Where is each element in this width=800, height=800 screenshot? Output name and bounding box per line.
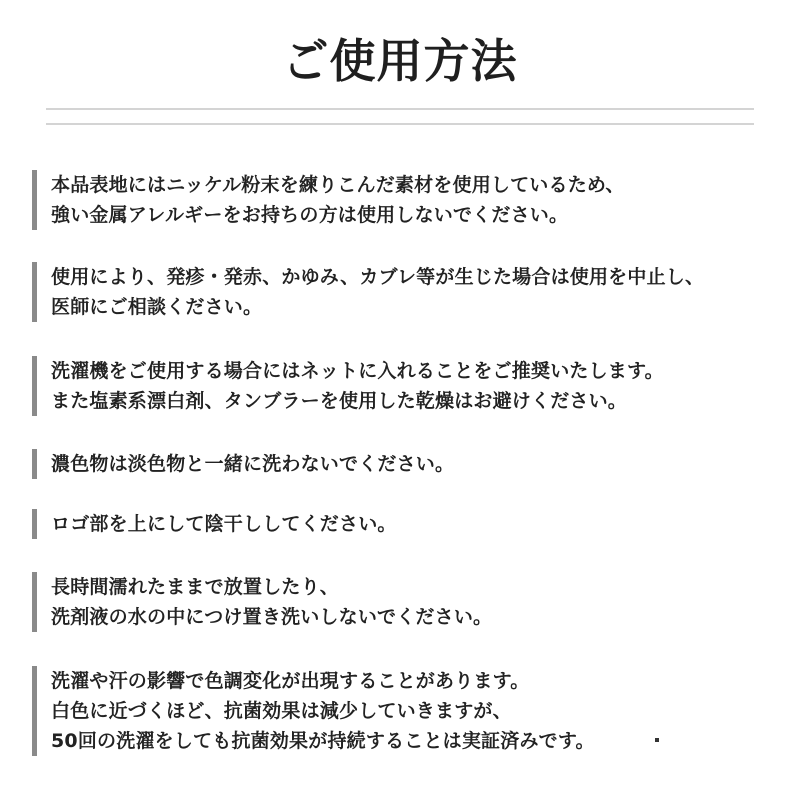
page-title: ご使用方法 (282, 34, 518, 88)
note-line: 洗濯や汗の影響で色調変化が出現することがあります。 (51, 670, 530, 692)
note-line: ロゴ部を上にして陰干ししてください。 (51, 513, 397, 535)
note-line: 50回の洗濯をしても抗菌効果が持続することは実証済みです。 (51, 730, 595, 752)
decorative-dot (655, 738, 659, 742)
note-line: 医師にご相談ください。 (51, 296, 263, 318)
note-line: また塩素系漂白剤、タンブラーを使用した乾燥はお避けください。 (51, 390, 628, 412)
usage-note-4 (32, 449, 772, 479)
note-line: 本品表地にはニッケル粉末を練りこんだ素材を使用しているため、 (51, 174, 625, 196)
note-line: 濃色物は淡色物と一緒に洗わないでください。 (51, 453, 455, 475)
usage-note-3 (32, 356, 772, 416)
usage-note-5 (32, 509, 772, 539)
note-line: 白色に近づくほど、抗菌効果は減少していきますが、 (51, 700, 512, 722)
note-line: 使用により、発疹・発赤、かゆみ、カブレ等が生じた場合は使用を中止し、 (51, 266, 705, 288)
title-divider-bottom (46, 123, 754, 125)
usage-note-6 (32, 572, 772, 632)
usage-note-7 (32, 666, 772, 756)
note-line: 長時間濡れたままで放置したり、 (51, 576, 340, 598)
usage-note-2 (32, 262, 772, 322)
note-line: 強い金属アレルギーをお持ちの方は使用しないでください。 (51, 204, 569, 226)
title-divider-top (46, 108, 754, 110)
note-line: 洗剤液の水の中につけ置き洗いしないでください。 (51, 606, 493, 628)
usage-note-1 (32, 170, 772, 230)
note-line: 洗濯機をご使用する場合にはネットに入れることをご推奨いたします。 (51, 360, 664, 382)
